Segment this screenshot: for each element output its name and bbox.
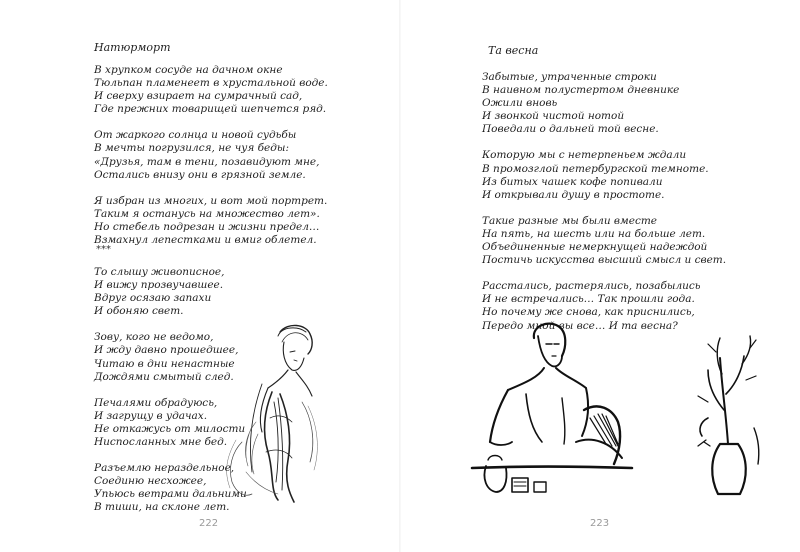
- poem-line: Ниспосланных мне бед.: [94, 436, 228, 449]
- poem-line: Зову, кого не ведомо,: [94, 331, 214, 344]
- poem-line: Постичь искусства высший смысл и свет.: [482, 254, 727, 267]
- poem-line: От жаркого солнца и новой судьбы: [94, 129, 297, 142]
- poem-line: И не встречались… Так прошли года.: [482, 293, 695, 306]
- poem-line: Таким я останусь на множество лет».: [94, 207, 320, 220]
- poem-line: Передо мной вы все… И та весна?: [482, 319, 678, 332]
- poem-line: Вдруг осязаю запахи: [94, 292, 212, 305]
- poem-line: И звонкой чистой нотой: [482, 110, 625, 123]
- poem-line: И открывали душу в простоте.: [482, 188, 665, 201]
- poem-line: Я избран из многих, и вот мой портрет.: [94, 194, 328, 207]
- poem-line: И загрущу в удачах.: [94, 409, 208, 422]
- page-number: 223: [590, 518, 610, 529]
- poem-title: Натюрморт: [94, 41, 171, 54]
- poem-line: Но стебель подрезан и жизни предел…: [94, 220, 320, 233]
- poem-line: Взмахнул лепестками и вмиг облетел.: [94, 234, 317, 247]
- poem-line: Печалями обрадуюсь,: [94, 396, 218, 409]
- poem-body-still-life: [94, 64, 328, 247]
- musician-cello-sketch-icon: [222, 322, 342, 507]
- poem-line: В промозглой петербургской темноте.: [482, 162, 709, 175]
- poem-line: Не откажусь от милости: [94, 422, 246, 435]
- poem-line: И сверху взирает на сумрачный сад,: [94, 90, 303, 103]
- poem-line: То слышу живописное,: [94, 266, 225, 278]
- poem-line: И жду давно прошедшее,: [94, 344, 239, 357]
- poem-line: Из битых чашек кофе попивали: [482, 175, 663, 188]
- poem-line: «Друзья, там в тени, позавидуют мне,: [94, 155, 320, 168]
- figures-ink-sketch-icon: [472, 318, 772, 498]
- poem-line: Читаю в дни ненастные: [94, 357, 235, 370]
- poem-line: Тюльпан пламенеет в хрустальной воде.: [94, 77, 328, 90]
- poem-line: Где прежних товарищей шепчется ряд.: [94, 103, 327, 116]
- poem-line: Ожили вновь: [482, 97, 558, 110]
- poem-body-that-spring: [482, 71, 726, 333]
- poem-line: В хрупком сосуде на дачном окне: [94, 64, 283, 76]
- poem-line: И вижу прозвучавшее.: [94, 279, 224, 292]
- poem-line: Поведали о дальней той весне.: [482, 123, 659, 136]
- poem-line: Разъемлю нераздельное,: [94, 462, 235, 475]
- poem-line: Но почему же снова, как приснились,: [482, 306, 695, 319]
- poem-line: Упьюсь ветрами дальними: [94, 488, 247, 501]
- poem-line: И обоняю свет.: [94, 305, 184, 318]
- poem-line: Которую мы с нетерпеньем ждали: [482, 149, 687, 162]
- poem-line: Дождями смытый след.: [94, 370, 234, 383]
- poem-line: В тиши, на склоне лет.: [94, 501, 230, 514]
- section-separator: ***: [96, 244, 111, 255]
- poem-line: Остались внизу они в грязной земле.: [94, 168, 306, 181]
- poem-line: В мечты погрузился, не чуя беды:: [94, 142, 289, 155]
- poem-line: В наивном полустертом дневнике: [482, 84, 680, 97]
- page-number: 222: [199, 518, 219, 529]
- poem-line: Соединю несхожее,: [94, 475, 207, 488]
- poem-line: Расстались, растерялись, позабылись: [482, 280, 701, 293]
- poem-line: На пять, на шесть или на больше лет.: [482, 227, 706, 240]
- poem-title: Та весна: [488, 44, 539, 57]
- right-page: [400, 0, 800, 552]
- poem-line: Такие разные мы были вместе: [482, 214, 657, 227]
- poem-line: Объединенные немеркнущей надеждой: [482, 241, 708, 254]
- poem-line: Забытые, утраченные строки: [482, 71, 657, 83]
